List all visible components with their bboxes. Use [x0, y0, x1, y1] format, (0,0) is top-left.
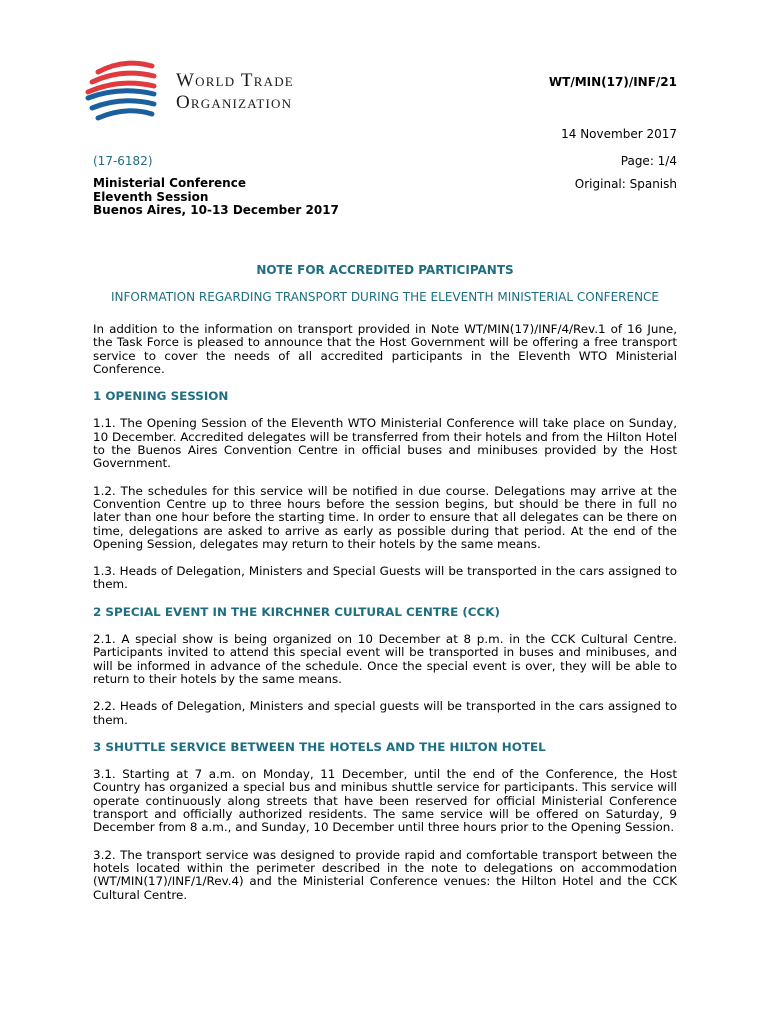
conference-name: Ministerial Conference: [93, 176, 246, 190]
paragraph-3-2: 3.2. The transport service was designed to provide rapid and comfortable transport between the hotels located within the perimeter described in the note to delegations on accommodation (WT/MIN(17)/INF/1/Rev.4) and the Ministerial Conference venues: the Hilton Hotel and the CCK Cultural Centre.: [93, 847, 677, 902]
section-1-heading: 1 OPENING SESSION: [93, 389, 229, 404]
conference-location: Buenos Aires, 10-13 December 2017: [93, 203, 339, 217]
logo-line-1: World Trade: [176, 70, 294, 91]
page-subtitle: INFORMATION REGARDING TRANSPORT DURING THE ELEVENTH MINISTERIAL CONFERENCE: [110, 290, 660, 304]
document-body: [93, 323, 677, 916]
intro-paragraph: In addition to the information on transport provided in Note WT/MIN(17)/INF/4/Rev.1 of 16 June, the Task Force is pleased to announce that the Host Government will be offering a free transport service to cover the needs of all accredited participants in the Eleventh WTO Ministerial Conference.: [93, 322, 677, 376]
document-date: 14 November 2017: [561, 127, 677, 141]
paragraph-1-3: 1.3. Heads of Delegation, Ministers and Special Guests will be transported in the cars assigned to them.: [93, 564, 677, 592]
document-code: WT/MIN(17)/INF/21: [548, 75, 677, 89]
wto-logo: [84, 58, 344, 128]
paragraph-2-1: 2.1. A special show is being organized on 10 December at 8 p.m. in the CCK Cultural Centre. Participants invited to attend this special event will be transported in buses and minibuses, and will be informed in advance of the schedule. Once the special event is over, they will be able to return to their hotels by the same means.: [93, 632, 677, 686]
page-number: Page: 1/4: [620, 154, 677, 168]
original-language: Original: Spanish: [574, 177, 677, 191]
paragraph-1-1: 1.1. The Opening Session of the Eleventh WTO Ministerial Conference will take place on Sunday, 10 December. Accredited delegates will be transferred from their hotels and from the Hilton Hotel to the Buenos Aires Convention Centre in official buses and minibuses provided by the Host Government.: [93, 416, 677, 471]
conference-session: Eleventh Session: [93, 189, 209, 204]
paragraph-2-2: 2.2. Heads of Delegation, Ministers and special guests will be transported in the cars assigned to them.: [93, 699, 677, 727]
paragraph-1-2: 1.2. The schedules for this service will be notified in due course. Delegations may arrive at the Convention Centre up to three hours before the session begins, but should be there in full no later than one hour before the starting time. In order to ensure that all delegates can be there on time, delegations are asked to arrive as early as possible during that period. At the end of the Opening Session, delegates may return to their hotels by the same means.: [93, 483, 677, 551]
page-title: NOTE FOR ACCREDITED PARTICIPANTS: [256, 263, 514, 277]
section-3-heading: 3 SHUTTLE SERVICE BETWEEN THE HOTELS AND THE HILTON HOTEL: [93, 739, 546, 754]
job-number: (17-6182): [93, 154, 153, 168]
logo-line-2: Organization: [176, 92, 293, 113]
paragraph-3-1: 3.1. Starting at 7 a.m. on Monday, 11 December, until the end of the Conference, the Host Country has organized a special bus and minibus shuttle service for participants. This service will operate continuously along streets that have been reserved for official Ministerial Conference transport and officially authorized residents. The same service will be offered on Saturday, 9 December from 8 a.m., and Sunday, 10 December until three hours prior to the Opening Session.: [93, 767, 677, 835]
wto-logo-icon: [84, 58, 164, 128]
section-2-heading: 2 SPECIAL EVENT IN THE KIRCHNER CULTURAL CENTRE (CCK): [93, 604, 500, 619]
conference-info: [93, 177, 339, 218]
